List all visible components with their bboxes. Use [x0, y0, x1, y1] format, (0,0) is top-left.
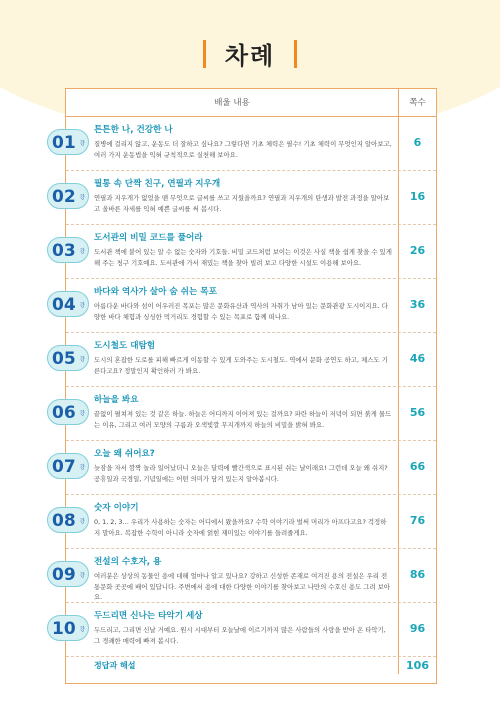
lesson-unit-label: 강 [79, 627, 85, 633]
lesson-number-badge [47, 129, 89, 155]
lesson-description: 질병에 걸리지 않고, 운동도 더 잘하고 싶나요? 그렇다면 기초 체력은 필수! 기초 체력이 무엇인지 알아보고, 여러 가지 운동법을 익혀 규칙적으로 실천해 보아요. [94, 140, 392, 159]
lesson-title[interactable]: 필통 속 단짝 친구, 연필과 지우개 [94, 179, 221, 189]
lesson-number-badge [47, 183, 89, 209]
lesson-description: 도시의 혼잡한 도로를 피해 빠르게 이동할 수 있게 도와주는 도시철도. 역에서 문화 공연도 하고, 체스도 기른다고요? 정말인지 확인하러 가 봐요. [94, 356, 388, 375]
lesson-number-badge [47, 237, 89, 263]
lesson-number: 04 [52, 295, 76, 315]
lesson-content [52, 441, 398, 494]
answer-page-number[interactable]: 106 [398, 657, 436, 674]
page-header [0, 36, 500, 71]
lesson-title[interactable]: 도서관의 비밀 코드를 풀어라 [94, 233, 203, 243]
lesson-unit-label: 강 [79, 303, 85, 309]
lesson-unit-label: 강 [79, 519, 85, 525]
lesson-number-badge [47, 291, 89, 317]
lesson-number-badge [47, 615, 89, 641]
answer-label[interactable]: 정답과 해설 [94, 661, 136, 670]
toc-row[interactable] [52, 441, 436, 495]
lesson-description: 늦잠을 자서 깜짝 놀라 일어났더니 오늘은 달력에 빨간색으로 표시된 쉬는 날이래요! 그런데 오늘 왜 쉬지? 공휴일과 국경일, 기념일에는 어떤 의미가 담겨 있는지 알아봅시다. [94, 464, 388, 483]
lesson-page-number[interactable]: 6 [398, 117, 436, 170]
lesson-number: 02 [52, 187, 76, 207]
lesson-description: 도서관 책에 붙어 있는 알 수 없는 숫자와 기호들. 비밀 코드처럼 보이는 이것은 사실 책을 쉽게 찾을 수 있게 해 주는 청구 기호예요. 도서관에 가서 재밌는 책을 찾아 빌려 보고 다양한 시설도 이용해 보아요. [94, 248, 392, 267]
lesson-unit-label: 강 [79, 411, 85, 417]
toc-row[interactable] [52, 225, 436, 279]
lesson-title[interactable]: 전설의 수호자, 용 [94, 557, 162, 567]
toc-row[interactable] [52, 495, 436, 549]
page-title: 차례 [224, 42, 276, 70]
lesson-unit-label: 강 [79, 249, 85, 255]
lesson-number-badge [47, 399, 89, 425]
lesson-number: 01 [52, 133, 76, 153]
lesson-unit-label: 강 [79, 141, 85, 147]
lesson-description: 0, 1, 2, 3… 우리가 사용하는 숫자는 어디에서 왔을까요? 수학 이야기라 벌써 머리가 아프다고요? 걱정하지 말아요. 복잡한 수학이 아니라 숫자에 얽힌 재미있는 이야기를 들려줄게요. [94, 518, 387, 537]
lesson-title[interactable]: 숫자 이야기 [94, 503, 139, 513]
toc-row[interactable] [52, 279, 436, 333]
lesson-number: 09 [52, 565, 76, 585]
lesson-description: 아름다운 바다와 섬이 어우러진 목포는 많은 문화유산과 역사의 자취가 남아 있는 문화관광 도시이지요. 다양한 바다 체험과 싱싱한 먹거리도 경험할 수 있는 목포로 함께 떠나요. [94, 302, 388, 321]
toc-row[interactable] [52, 117, 436, 171]
lesson-number-badge [47, 345, 89, 371]
lesson-title[interactable]: 하늘을 봐요 [94, 395, 139, 405]
lesson-unit-label: 강 [79, 573, 85, 579]
lesson-content [52, 387, 398, 440]
lesson-content [52, 279, 398, 332]
lesson-description: 끝없이 펼쳐져 있는 것 같은 하늘. 하늘은 어디까지 이어져 있는 걸까요? 파란 하늘이 저녁이 되면 붉게 물드는 이유, 그리고 여러 모양의 구름과 오색빛깔 무지개까지 하늘의 비밀을 밝혀 봐요. [94, 410, 392, 429]
lesson-content [52, 603, 398, 656]
title-bar-left [203, 40, 206, 68]
lesson-number: 03 [52, 241, 76, 261]
lesson-page-number[interactable]: 76 [398, 495, 436, 548]
lesson-unit-label: 강 [79, 195, 85, 201]
lesson-page-number[interactable]: 66 [398, 441, 436, 494]
lesson-number: 05 [52, 349, 76, 369]
lesson-page-number[interactable]: 46 [398, 333, 436, 386]
lesson-description: 여러분은 상상의 동물인 용에 대해 얼마나 알고 있나요? 강하고 신성한 존재로 여겨진 용의 전설은 우리 전통문화 곳곳에 배어 있답니다. 주변에서 용에 대한 다양한 이야기를 찾아보고 나만의 수호신 용도 그려 보아요. [94, 572, 390, 601]
lesson-number-badge [47, 453, 89, 479]
lesson-content [52, 171, 398, 224]
toc-row[interactable] [52, 387, 436, 441]
lesson-page-number[interactable]: 26 [398, 225, 436, 278]
toc-rows [52, 117, 436, 674]
lesson-description: 두드리고, 그리면 신날 거예요. 원시 시대부터 오늘날에 이르기까지 많은 사람들의 사랑을 받아 온 타악기, 그 경쾌한 매력에 빠져 봅시다. [94, 626, 386, 645]
lesson-page-number[interactable]: 36 [398, 279, 436, 332]
lesson-number: 10 [52, 619, 76, 639]
lesson-number: 07 [52, 457, 76, 477]
lesson-unit-label: 강 [79, 465, 85, 471]
lesson-number-badge [47, 561, 89, 587]
lesson-title[interactable]: 도시철도 대탐험 [94, 341, 156, 351]
lesson-description: 연필과 지우개가 없었을 땐 무엇으로 글씨를 쓰고 지웠을까요? 연필과 지우개의 탄생과 발전 과정을 알아보고 올바른 자세를 익혀 예쁜 글씨를 써 봅시다. [94, 194, 390, 213]
title-bar-right [294, 40, 297, 68]
toc-row[interactable] [52, 333, 436, 387]
lesson-number-badge [47, 507, 89, 533]
lesson-content [52, 225, 398, 278]
lesson-number: 06 [52, 403, 76, 423]
content-column-header: 배울 내용 [214, 98, 250, 108]
lesson-content [52, 549, 398, 602]
lesson-content [52, 333, 398, 386]
lesson-page-number[interactable]: 96 [398, 603, 436, 656]
lesson-content [52, 117, 398, 170]
lesson-title[interactable]: 오늘 왜 쉬어요? [94, 449, 155, 459]
lesson-unit-label: 강 [79, 357, 85, 363]
lesson-title[interactable]: 바다와 역사가 살아 숨 쉬는 목포 [94, 287, 217, 297]
lesson-page-number[interactable]: 56 [398, 387, 436, 440]
lesson-title[interactable]: 튼튼한 나, 건강한 나 [94, 125, 173, 135]
answer-row[interactable] [66, 657, 436, 674]
page-column-header: 쪽수 [398, 89, 436, 116]
toc-row[interactable] [52, 171, 436, 225]
toc-table [52, 88, 437, 684]
lesson-page-number[interactable]: 16 [398, 171, 436, 224]
toc-header-row [66, 89, 436, 117]
lesson-title[interactable]: 두드리면 신나는 타악기 세상 [94, 611, 203, 621]
toc-row[interactable] [52, 603, 436, 657]
lesson-number: 08 [52, 511, 76, 531]
toc-row[interactable] [52, 549, 436, 603]
lesson-content [52, 495, 398, 548]
lesson-page-number[interactable]: 86 [398, 549, 436, 602]
